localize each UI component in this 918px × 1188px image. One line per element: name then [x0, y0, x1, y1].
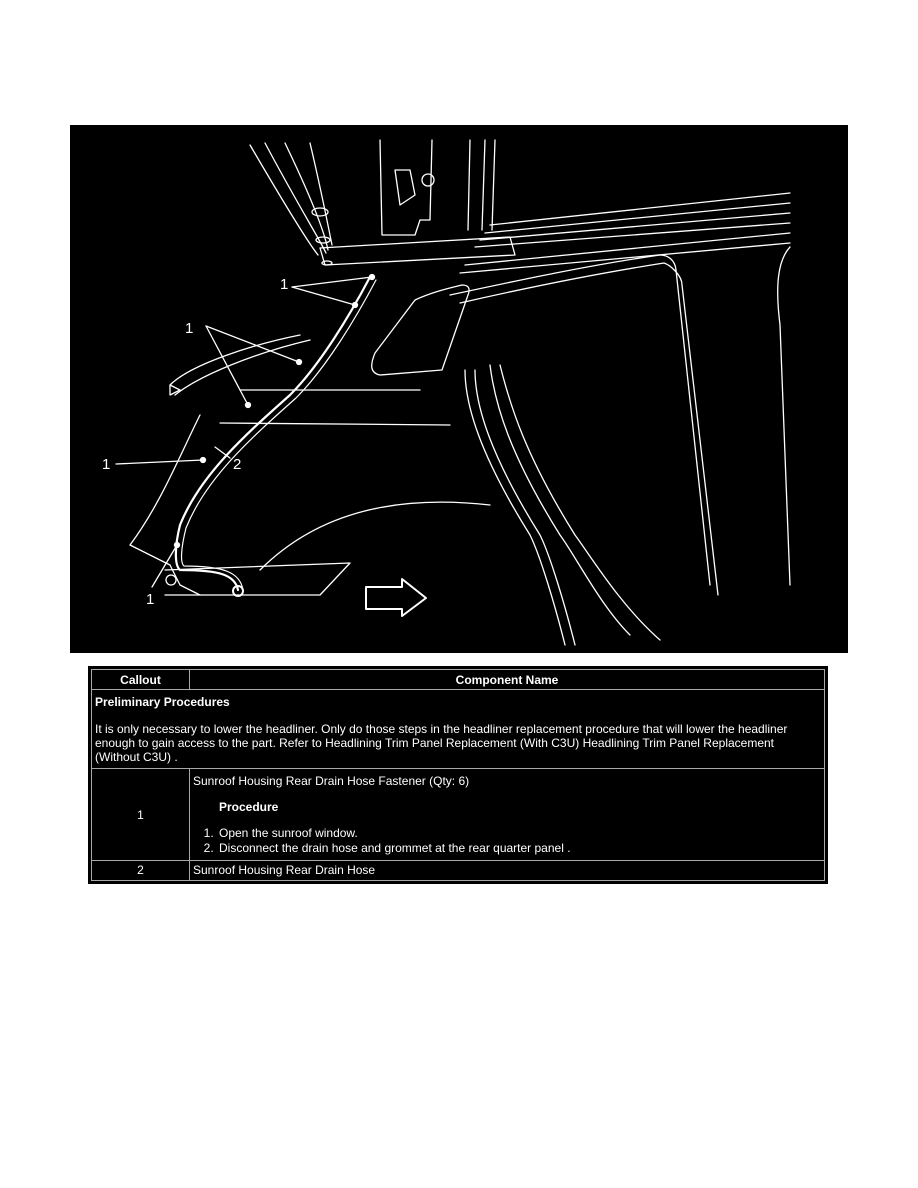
preliminary-procedures-text: It is only necessary to lower the headliner. Only do those steps in the headliner replacement procedure that will lower the headliner enough to gain access to the part. Refer to Headlining Trim Panel Replacement (With C3U) Headlining Trim Panel Replacement (Without C3U) . [95, 722, 788, 765]
table-row [92, 769, 825, 861]
callout-cell: 1 [92, 769, 190, 861]
procedure-step: 2. Disconnect the drain hose and grommet at the rear quarter panel . [217, 841, 821, 856]
component-table [91, 669, 825, 881]
callout-label-1: 1 [185, 320, 194, 337]
callout-label-1: 1 [102, 456, 111, 473]
callout-label-2: 2 [233, 456, 242, 473]
component-table-frame [88, 666, 828, 884]
procedure-title: Procedure [219, 799, 279, 814]
preliminary-procedures-title: Preliminary Procedures [95, 695, 230, 710]
callout-cell: 2 [92, 860, 190, 880]
preliminary-procedures-row [92, 690, 825, 769]
procedure-step: 1. Open the sunroof window. [217, 826, 821, 841]
procedure-steps [193, 826, 821, 856]
header-component-name: Component Name [190, 670, 825, 690]
header-callout: Callout [92, 670, 190, 690]
table-header-row [92, 670, 825, 690]
drain-hose-diagram [70, 125, 848, 653]
table-row [92, 860, 825, 880]
callout-label-1: 1 [280, 276, 289, 293]
component-name: Sunroof Housing Rear Drain Hose [190, 860, 825, 880]
vehicle-illustration [70, 125, 848, 653]
preliminary-procedures-cell [92, 690, 825, 769]
component-name: Sunroof Housing Rear Drain Hose Fastener (Qty: 6) [193, 773, 470, 788]
component-cell [190, 769, 825, 861]
callout-label-1: 1 [146, 591, 155, 608]
